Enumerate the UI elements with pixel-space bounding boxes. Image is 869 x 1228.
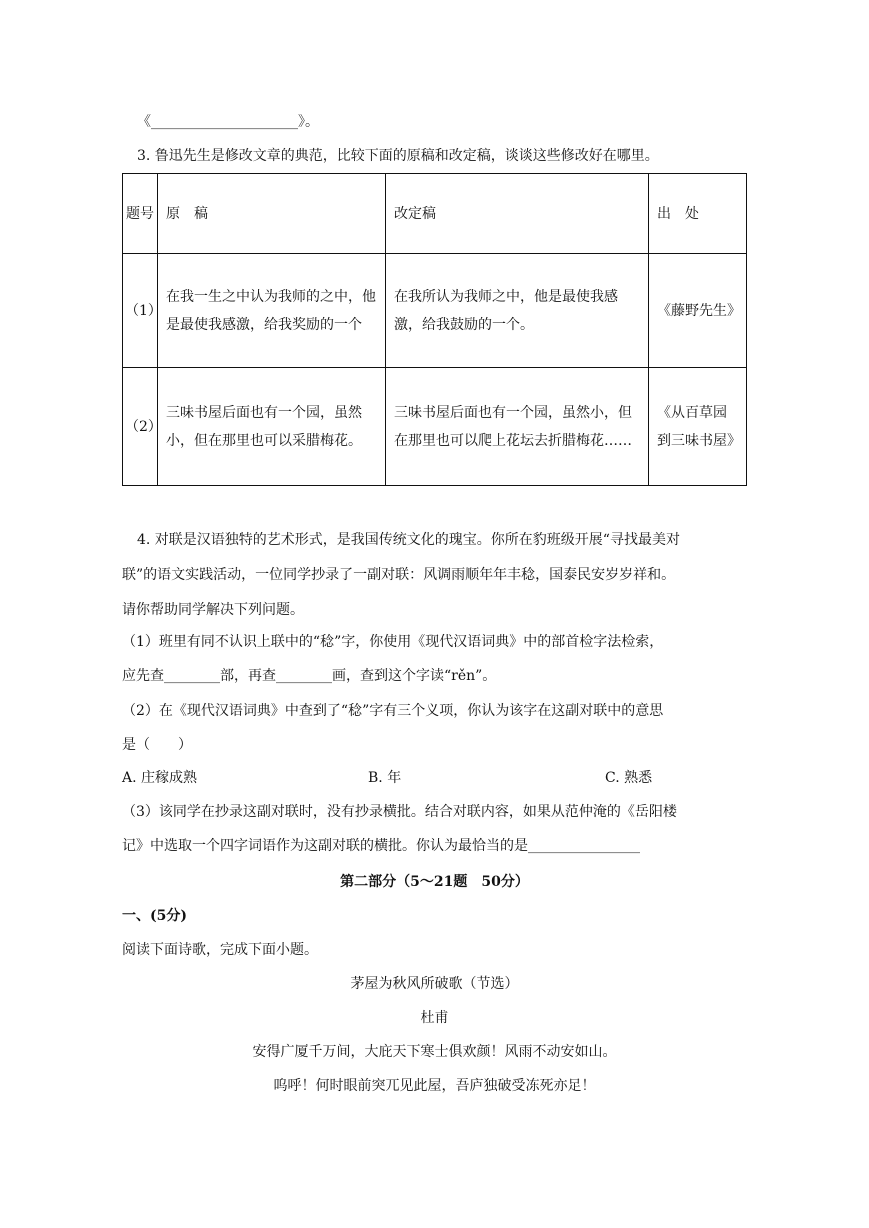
reading-instruction: 阅读下面诗歌，完成下面小题。 xyxy=(122,942,318,958)
header-original: 原 稿 xyxy=(158,174,386,254)
question-4-3-line-2: 记》中选取一个四字词语作为这副对联的横批。你认为最恰当的是________________ xyxy=(122,838,640,854)
row-number: （2） xyxy=(123,368,158,486)
header-number: 题号 xyxy=(123,174,158,254)
poem-title: 茅屋为秋风所破歌（节选） xyxy=(350,976,519,992)
question-4-1-line-1: （1）班里有同不认识上联中的“稔”字，你使用《现代汉语词典》中的部首检字法检索， xyxy=(122,634,664,650)
question-4-line-2: 联”的语文实践活动，一位同学抄录了一副对联：风调雨顺年年丰稔，国泰民安岁岁祥和。 xyxy=(122,567,676,583)
poem-author: 杜甫 xyxy=(420,1010,449,1026)
row-revised: 在我所认为我师之中，他是最使我感激，给我鼓励的一个。 xyxy=(386,254,649,368)
question-4-2-line-1: （2）在《现代汉语词典》中查到了“稔”字有三个义项，你认为该字在这副对联中的意思 xyxy=(122,703,664,719)
option-b: B. 年 xyxy=(368,770,402,786)
table-row xyxy=(123,368,747,486)
question-4-3-line-1: （3）该同学在抄录这副对联时，没有抄录横批。结合对联内容，如果从范仲淹的《岳阳楼 xyxy=(122,804,677,820)
row-original: 三味书屋后面也有一个园，虽然小，但在那里也可以采腊梅花。 xyxy=(158,368,386,486)
option-c: C. 熟悉 xyxy=(605,770,653,786)
table-row xyxy=(123,254,747,368)
part-two-heading: 第二部分（5～21题 50分） xyxy=(340,874,529,890)
header-source: 出 处 xyxy=(649,174,747,254)
row-source: 《从百草园到三味书屋》 xyxy=(649,368,747,486)
table-header-row xyxy=(123,174,747,254)
poem-line-2: 呜呼！何时眼前突兀见此屋，吾庐独破受冻死亦足！ xyxy=(273,1078,596,1094)
section-one-heading: 一、(5分) xyxy=(122,908,187,924)
q2-answer-blank: 《_____________________》。 xyxy=(137,114,319,130)
question-3-title: 3. 鲁迅先生是修改文章的典范，比较下面的原稿和改定稿，谈谈这些修改好在哪里。 xyxy=(137,148,659,164)
row-source: 《藤野先生》 xyxy=(649,254,747,368)
question-4-line-3: 请你帮助同学解决下列问题。 xyxy=(122,602,304,618)
row-number: （1） xyxy=(123,254,158,368)
option-a: A. 庄稼成熟 xyxy=(122,770,198,786)
header-revised: 改定稿 xyxy=(386,174,649,254)
question-4-2-line-2: 是（ ） xyxy=(122,737,192,753)
revision-table xyxy=(122,173,747,486)
poem-line-1: 安得广厦千万间，大庇天下寒士俱欢颜！风雨不动安如山。 xyxy=(252,1044,617,1060)
question-4-1-line-2: 应先查________部，再查________画，查到这个字读“rěn”。 xyxy=(122,668,497,684)
row-original: 在我一生之中认为我师的之中，他是最使我感激，给我奖励的一个 xyxy=(158,254,386,368)
question-4-line-1: 4. 对联是汉语独特的艺术形式，是我国传统文化的瑰宝。你所在豹班级开展“寻找最美对 xyxy=(137,532,680,548)
row-revised: 三味书屋后面也有一个园，虽然小，但在那里也可以爬上花坛去折腊梅花…… xyxy=(386,368,649,486)
